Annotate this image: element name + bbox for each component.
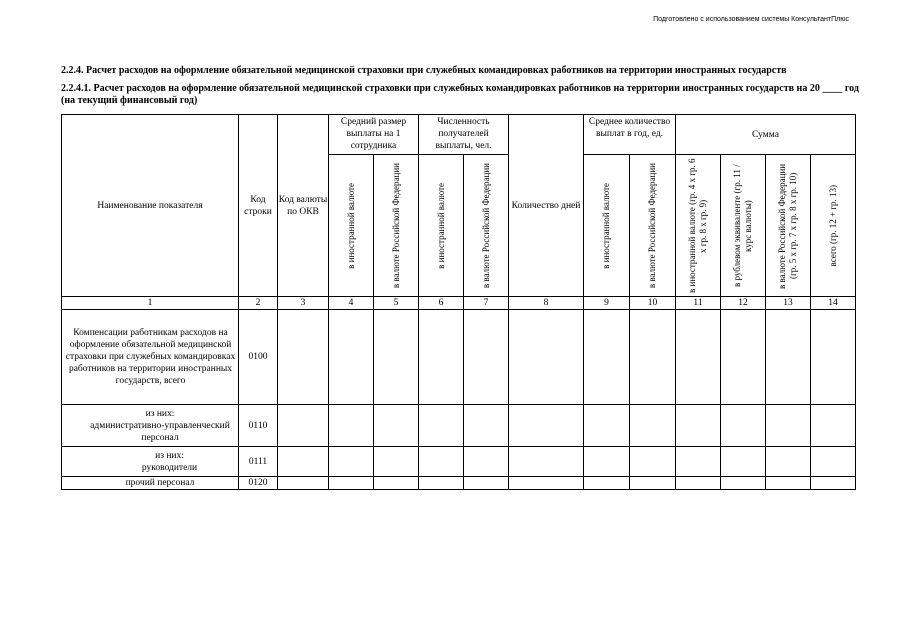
data-cell[interactable]: [509, 310, 584, 405]
header-col-6: в иностранной валюте: [419, 155, 464, 297]
data-cell[interactable]: [766, 447, 811, 477]
header-days: Количество дней: [509, 115, 584, 297]
data-cell[interactable]: [766, 477, 811, 490]
table-row: [62, 447, 856, 477]
data-cell[interactable]: [584, 310, 630, 405]
col-number-7: 7: [464, 297, 509, 310]
header-col-4: в иностранной валюте: [329, 155, 374, 297]
data-cell[interactable]: [278, 405, 329, 447]
col-number-5: 5: [374, 297, 419, 310]
data-cell[interactable]: [374, 477, 419, 490]
data-cell[interactable]: [278, 310, 329, 405]
col-number-13: 13: [766, 297, 811, 310]
header-col-7: в валюте Российской Федерации: [464, 155, 509, 297]
data-cell[interactable]: [464, 405, 509, 447]
data-cell[interactable]: [630, 405, 676, 447]
insurance-expense-table: [61, 114, 856, 490]
data-cell[interactable]: [766, 405, 811, 447]
col-number-14: 14: [811, 297, 856, 310]
data-cell[interactable]: [464, 477, 509, 490]
header-recipients: Численность получателей выплаты, чел.: [419, 115, 509, 155]
data-cell[interactable]: [766, 310, 811, 405]
header-col-14: всего (гр. 12 + гр. 13): [811, 155, 856, 297]
data-cell[interactable]: [721, 310, 766, 405]
header-sum: Сумма: [676, 115, 856, 155]
data-cell[interactable]: [374, 405, 419, 447]
header-name: Наименование показателя: [62, 115, 239, 297]
row-label: из них: административно-управленческий персонал: [62, 405, 239, 447]
data-cell[interactable]: [721, 405, 766, 447]
data-cell[interactable]: [630, 310, 676, 405]
data-cell[interactable]: [419, 405, 464, 447]
data-cell[interactable]: [811, 477, 856, 490]
row-code: 0111: [239, 447, 278, 477]
header-col-13: в валюте Российской Федерации (гр. 5 x гр. 7 x гр. 8 x гр. 10): [766, 155, 811, 297]
data-cell[interactable]: [630, 477, 676, 490]
col-number-10: 10: [630, 297, 676, 310]
header-col-10: в валюте Российской Федерации: [630, 155, 676, 297]
data-cell[interactable]: [509, 477, 584, 490]
data-cell[interactable]: [419, 310, 464, 405]
data-cell[interactable]: [630, 447, 676, 477]
col-number-4: 4: [329, 297, 374, 310]
header-col-5: в валюте Российской Федерации: [374, 155, 419, 297]
data-cell[interactable]: [464, 447, 509, 477]
table-row: [62, 405, 856, 447]
data-cell[interactable]: [374, 310, 419, 405]
col-number-1: 1: [62, 297, 239, 310]
row-code: 0120: [239, 477, 278, 490]
data-cell[interactable]: [584, 477, 630, 490]
data-cell[interactable]: [584, 447, 630, 477]
data-cell[interactable]: [509, 447, 584, 477]
data-cell[interactable]: [329, 477, 374, 490]
data-cell[interactable]: [419, 477, 464, 490]
col-number-12: 12: [721, 297, 766, 310]
data-cell[interactable]: [374, 447, 419, 477]
source-note: Подготовлено с использованием системы КонсультантПлюс: [653, 16, 849, 23]
data-cell[interactable]: [811, 310, 856, 405]
data-cell[interactable]: [811, 447, 856, 477]
table-row: [62, 310, 856, 405]
header-currency-code: Код валюты по ОКВ: [278, 115, 329, 297]
header-col-11: в иностранной валюте (гр. 4 x гр. 6 x гр. 8 x гр. 9): [676, 155, 721, 297]
data-cell[interactable]: [584, 405, 630, 447]
col-number-6: 6: [419, 297, 464, 310]
row-label: прочий персонал: [62, 477, 239, 490]
header-avg-payment: Средний размер выплаты на 1 сотрудника: [329, 115, 419, 155]
data-cell[interactable]: [329, 310, 374, 405]
col-number-2: 2: [239, 297, 278, 310]
data-cell[interactable]: [676, 447, 721, 477]
header-col-9: в иностранной валюте: [584, 155, 630, 297]
row-label: Компенсации работникам расходов на оформление обязательной медицинской страховки при служебных командировках работников на территории иностранных государств, всего: [62, 310, 239, 405]
data-cell[interactable]: [278, 447, 329, 477]
data-cell[interactable]: [811, 405, 856, 447]
data-cell[interactable]: [721, 447, 766, 477]
data-cell[interactable]: [509, 405, 584, 447]
table-row: [62, 477, 856, 490]
col-number-8: 8: [509, 297, 584, 310]
subsection-title: 2.2.4.1. Расчет расходов на оформление обязательной медицинской страховки при служебных командировках работников на территории иностранных государств на 20 ____ год (на текущий финансовый год): [61, 83, 859, 106]
header-col-12: в рублевом эквиваленте (гр. 11 / курс валюты): [721, 155, 766, 297]
data-cell[interactable]: [278, 477, 329, 490]
data-cell[interactable]: [721, 477, 766, 490]
row-code: 0100: [239, 310, 278, 405]
header-code: Код строки: [239, 115, 278, 297]
data-cell[interactable]: [676, 477, 721, 490]
data-cell[interactable]: [676, 310, 721, 405]
section-title: 2.2.4. Расчет расходов на оформление обязательной медицинской страховки при служебных командировках работников на территории иностранных государств: [61, 65, 787, 76]
col-number-9: 9: [584, 297, 630, 310]
header-avg-count: Среднее количество выплат в год, ед.: [584, 115, 676, 155]
col-number-11: 11: [676, 297, 721, 310]
row-label: из них: руководители: [62, 447, 239, 477]
data-cell[interactable]: [329, 447, 374, 477]
data-cell[interactable]: [329, 405, 374, 447]
row-code: 0110: [239, 405, 278, 447]
data-cell[interactable]: [464, 310, 509, 405]
col-number-3: 3: [278, 297, 329, 310]
data-cell[interactable]: [676, 405, 721, 447]
data-cell[interactable]: [419, 447, 464, 477]
